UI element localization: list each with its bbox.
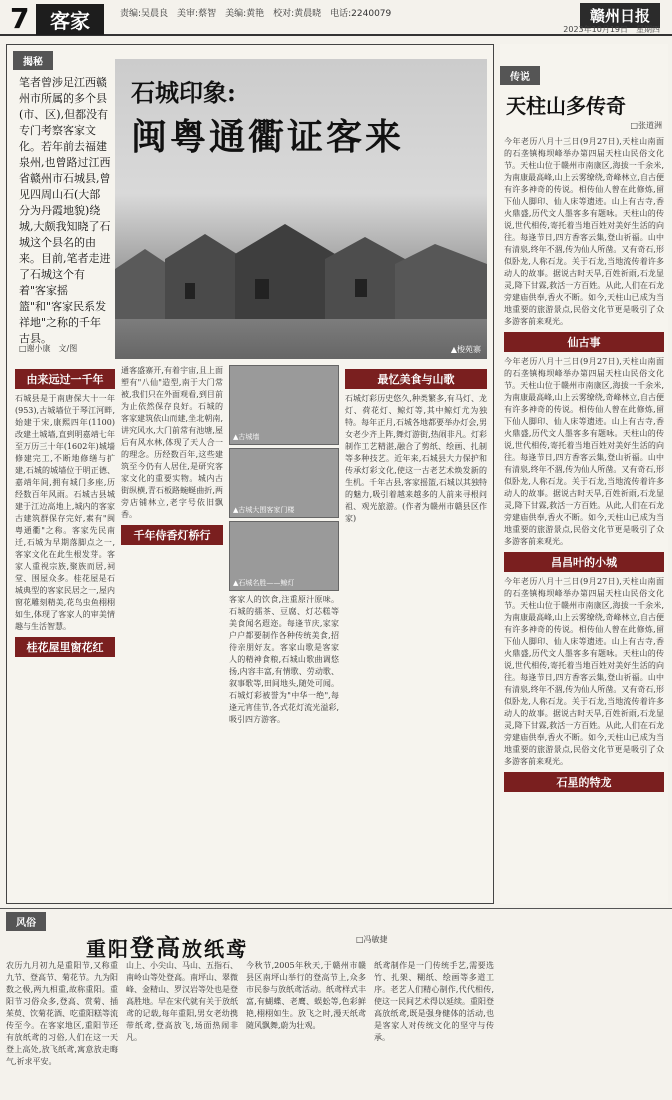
bottom-author: □冯敏捷 — [356, 935, 388, 944]
page-number: 7 — [10, 2, 30, 35]
article-byline: □谢小康 文/图 — [19, 344, 78, 353]
photo-city-wall — [229, 365, 339, 445]
side-author: □张道洲 — [630, 121, 662, 130]
bottom-headline-strong: 登高 — [130, 933, 182, 962]
bottom-headline-post: 放纸鸢 — [182, 937, 248, 961]
bottom-headline — [86, 928, 248, 963]
issue-date: 2023年10月19日 星期四 — [563, 25, 660, 34]
editor-credits: 责编:吴晨良 美审:蔡智 美编:黄艳 校对:黄晨晓 电话:2240079 — [120, 9, 392, 19]
side-body — [504, 136, 664, 896]
subhead-3: 最忆美食与山歌 — [345, 369, 487, 389]
bottom-column-tag: 风俗 — [6, 912, 46, 931]
column-2-text: 通客盛寨开,有着宇宙,且上面塑有"八仙"造型,南于大门常被,我们只在外面观看,到目前为止依然保存良好。石城的客家建筑依山而建,坐北朝南,讲究风水,大门前常有池塘,屋后有风水林,体现了天人合一的理念。历经数百年,这些建筑至今仍有人居住,是研究客家文化的重要实物。城内古街纵横,青石板路蜿蜒曲折,两旁店铺林立,老字号依旧飘香。 — [121, 366, 223, 519]
side-column-tag: 传说 — [500, 66, 540, 85]
bottom-column-3: 今秋节,2005年秋天,于赣州市赣县区南坪山举行的登高节上,众多市民参与放纸鸢活动。纸鸢样式丰富,有蝴蝶、老鹰、蜈蚣等,色彩鲜艳,栩栩如生。放飞之时,漫天纸鸢随风飘舞,蔚为壮观。 — [246, 961, 366, 1030]
photo-caption-1: ▲古城墙 — [233, 433, 260, 441]
bottom-column-2: 山上、小尖山、马山、五指石、南岭山等处登高。南坪山、翠微峰、金精山、罗汉岩等处也是登高胜地。早在宋代就有关于放纸鸢的记载,每年重阳,男女老幼携带纸鸢,登高放飞,场面热闹非凡。 — [126, 961, 238, 1042]
side-subhead-1: 仙古事 — [504, 332, 664, 352]
headline-line2: 闽粤通衢证客来 — [131, 116, 405, 158]
subhead-1: 由来远过一千年 — [15, 369, 115, 389]
side-article — [500, 44, 668, 904]
article-lede: 笔者曾涉足江西赣州市所属的多个县(市、区),但都没有专门考察客家文化。若年前去福建泉州,也曾路过江西省赣州市石城县,曾见四周山石(大部分为丹霞地貌)绕城,大颇我知晓了石城这个县名的由来。目前,笔者走进了石城这个有着"客家摇篮"和"客家民系发祥地"之称的千年古县。 — [19, 76, 111, 345]
side-subhead-2: 昌昌叶的小城 — [504, 552, 664, 572]
article-column-4 — [345, 365, 487, 900]
main-article — [6, 44, 494, 904]
headline-line1: 石城印象: — [131, 78, 236, 107]
article-column-1 — [15, 365, 115, 900]
building-illustration — [115, 199, 487, 319]
photo-lantern — [229, 521, 339, 591]
side-body-text-2: 今年老历八月十三日(9月27日),天柱山南面的石垄镇梅坝峰举办第四届天柱山民俗文化节。天柱山位于赣州市南康区,海拔一千余米,为南康最高峰,山上云雾缭绕,奇峰林立,自古便有许多神奇的传说。相传仙人曾在此修炼,留下仙人脚印、仙人床等遗迹。山上有古寺,香火鼎盛,历代文人墨客多有题咏。天柱山的传说,世代相传,寄托着当地百姓对美好生活的向往。每逢节日,四方香客云集,登山祈福。山中有清泉,终年不涸,传为仙人所凿。又有奇石,形似卧龙,人称石龙。关于石龙,当地流传着许多动人的故事。据说古时天旱,百姓祈雨,石龙显灵,降下甘霖,救活一方百姓。从此,人们在石龙旁建庙供奉,香火不断。如今,天柱山已成为当地重要的旅游景点,民俗文化节更是吸引了众多游客前来观光。 — [504, 357, 664, 546]
column-4-text: 石城灯彩历史悠久,种类繁多,有马灯、龙灯、荷花灯、鲸灯等,其中鲸灯尤为独特。每年正月,石城各地都要举办灯会,男女老少齐上阵,舞灯游街,热闹非凡。灯彩制作工艺精湛,融合了剪纸、绘画、扎制等多种技艺。近年来,石城县大力保护和传承灯彩文化,使这一古老艺术焕发新的生机。千年古县,客家摇篮,石城以其独特的魅力,吸引着越来越多的人前来寻根问祖、观光旅游。(作者为赣州市赣县区作家) — [345, 394, 487, 523]
hero-caption: ▲梭苑寨 — [450, 345, 481, 354]
newspaper-logo: 赣州日报 — [580, 3, 660, 28]
bottom-headline-pre: 重阳 — [86, 937, 130, 961]
subhead-4: 千年侍香灯桥行 — [121, 525, 223, 545]
hero-photo — [115, 59, 487, 359]
article-column-3 — [229, 365, 339, 900]
subhead-2: 桂花屋里窗花红 — [15, 637, 115, 657]
side-headline: 天柱山多传奇 — [506, 94, 626, 118]
column-1-text: 石城县是于南唐保大十一年(953),古城墙位于琴江河畔,始建于宋,康熙四年(1100)改建土城墙,直到明嘉靖七年至万历三十年(1602年)城墙修建完工,不断地修缮与扩建,石城的城墙位于明正德、嘉靖年间,拥有城门多座,历经数百年风雨。石城古县城建于江边高地上,城内的客家古建筑群保存完好,素有"闽粤通衢"之称。客家先民南迁,石城为早期落脚点之一,客家文化在此生根发芽。客家人重视宗族,聚族而居,祠堂、围屋众多。桂花屋是石城典型的客家民居之一,屋内窗花雕刻精美,花鸟虫鱼栩栩如生,体现了客家人的审美情趣与生活智慧。 — [15, 394, 115, 631]
column-3-text: 客家人的饮食,注重原汁原味。石城的擂茶、豆腐、灯芯糕等美食闻名遐迩。每逢节庆,家家户户都要制作各种传统美食,招待亲朋好友。客家山歌是客家人的精神食粮,石城山歌曲调悠扬,内容丰富,有情歌、劳动歌、叙事歌等,田间地头,随处可闻。石城灯彩被誉为"中华一绝",每逢元宵佳节,各式花灯流光溢彩,吸引四方游客。 — [229, 595, 339, 724]
side-body-text-3: 今年老历八月十三日(9月27日),天柱山南面的石垄镇梅坝峰举办第四届天柱山民俗文化节。天柱山位于赣州市南康区,海拔一千余米,为南康最高峰,山上云雾缭绕,奇峰林立,自古便有许多神奇的传说。相传仙人曾在此修炼,留下仙人脚印、仙人床等遗迹。山上有古寺,香火鼎盛,历代文人墨客多有题咏。天柱山的传说,世代相传,寄托着当地百姓对美好生活的向往。每逢节日,四方香客云集,登山祈福。山中有清泉,终年不涸,传为仙人所凿。又有奇石,形似卧龙,人称石龙。关于石龙,当地流传着许多动人的故事。据说古时天旱,百姓祈雨,石龙显灵,降下甘霖,救活一方百姓。从此,人们在石龙旁建庙供奉,香火不断。如今,天柱山已成为当地重要的旅游景点,民俗文化节更是吸引了众多游客前来观光。 — [504, 577, 664, 766]
photo-gate — [229, 448, 339, 518]
side-subhead-3: 石星的特龙 — [504, 772, 664, 792]
photo-caption-2: ▲古城大围客家门楼 — [233, 506, 295, 514]
section-name: 客家 — [36, 4, 104, 35]
bottom-article — [6, 912, 494, 1096]
side-body-text: 今年老历八月十三日(9月27日),天柱山南面的石垄镇梅坝峰举办第四届天柱山民俗文化节。天柱山位于赣州市南康区,海拔一千余米,为南康最高峰,山上云雾缭绕,奇峰林立,自古便有许多神奇的传说。相传仙人曾在此修炼,留下仙人脚印、仙人床等遗迹。山上有古寺,香火鼎盛,历代文人墨客多有题咏。天柱山的传说,世代相传,寄托着当地百姓对美好生活的向往。每逢节日,四方香客云集,登山祈福。山中有清泉,终年不涸,传为仙人所凿。又有奇石,形似卧龙,人称石龙。关于石龙,当地流传着许多动人的故事。据说古时天旱,百姓祈雨,石龙显灵,降下甘霖,救活一方百姓。从此,人们在石龙旁建庙供奉,香火不断。如今,天柱山已成为当地重要的旅游景点,民俗文化节更是吸引了众多游客前来观光。 — [504, 137, 664, 326]
column-tag: 揭秘 — [13, 51, 53, 70]
bottom-column-1: 农历九月初九是重阳节,又称重九节、登高节、菊花节。九为阳数之极,两九相重,故称重阳。重阳节习俗众多,登高、赏菊、插茱萸、饮菊花酒、吃重阳糕等流传至今。在客家地区,重阳节还有放纸鸢的习俗,人们在这一天登上高处,放飞纸鸢,寓意放走晦气,祈求平安。 — [6, 961, 118, 1066]
page-masthead — [0, 0, 672, 36]
bottom-column-4: 纸鸢制作是一门传统手艺,需要选竹、扎架、糊纸、绘画等多道工序。老艺人们精心制作,代代相传,使这一民间艺术得以延续。重阳登高放纸鸢,既是强身健体的活动,也是客家人对传统文化的坚守与传承。 — [374, 961, 494, 1042]
article-column-2 — [121, 365, 223, 900]
section-divider — [0, 908, 672, 909]
photo-caption-3: ▲石城名胜——鲸灯 — [233, 579, 295, 587]
